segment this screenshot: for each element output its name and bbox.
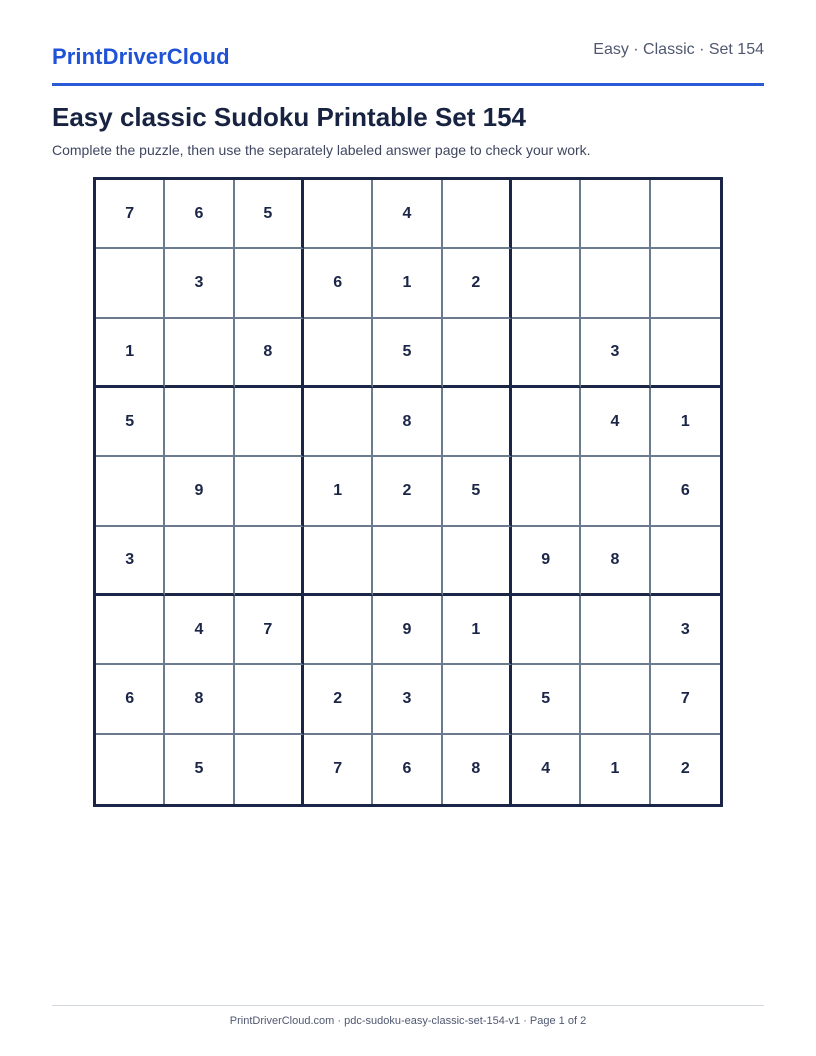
sudoku-cell[interactable]: 4 (581, 388, 650, 457)
sudoku-cell[interactable] (304, 527, 373, 596)
sudoku-cell[interactable] (304, 596, 373, 665)
sudoku-cell[interactable] (581, 665, 650, 734)
sudoku-cell[interactable]: 9 (512, 527, 581, 596)
sudoku-cell[interactable] (581, 596, 650, 665)
sudoku-cell[interactable] (651, 319, 720, 388)
sudoku-cell[interactable]: 4 (373, 180, 442, 249)
sudoku-cell[interactable] (512, 180, 581, 249)
sudoku-cell[interactable]: 7 (304, 735, 373, 804)
sudoku-cell[interactable] (96, 457, 165, 526)
sudoku-cell[interactable]: 3 (373, 665, 442, 734)
page-subtitle: Complete the puzzle, then use the separately labeled answer page to check your work. (52, 142, 591, 158)
sudoku-cell[interactable] (512, 319, 581, 388)
sudoku-cell[interactable]: 8 (443, 735, 512, 804)
sudoku-cell[interactable] (235, 249, 304, 318)
sudoku-cell[interactable]: 1 (443, 596, 512, 665)
sudoku-cell[interactable]: 1 (581, 735, 650, 804)
sudoku-cell[interactable] (96, 596, 165, 665)
sudoku-cell[interactable]: 9 (373, 596, 442, 665)
sudoku-cell[interactable] (96, 735, 165, 804)
sudoku-cell[interactable] (512, 457, 581, 526)
sudoku-cell[interactable]: 9 (165, 457, 234, 526)
sudoku-cell[interactable] (581, 249, 650, 318)
sudoku-cell[interactable] (512, 388, 581, 457)
sudoku-cell[interactable] (651, 249, 720, 318)
page-footer: PrintDriverCloud.com · pdc-sudoku-easy-classic-set-154-v1 · Page 1 of 2 (52, 1005, 764, 1027)
sudoku-cell[interactable]: 5 (512, 665, 581, 734)
sudoku-cell[interactable] (443, 388, 512, 457)
sudoku-cell[interactable]: 3 (165, 249, 234, 318)
sudoku-cell[interactable] (512, 596, 581, 665)
sudoku-cell[interactable]: 6 (96, 665, 165, 734)
sudoku-cell[interactable] (581, 180, 650, 249)
sudoku-cell[interactable] (304, 319, 373, 388)
sudoku-cell[interactable]: 5 (165, 735, 234, 804)
sudoku-cell[interactable]: 7 (651, 665, 720, 734)
brand-logo[interactable]: PrintDriverCloud (52, 44, 230, 69)
sudoku-cell[interactable]: 5 (235, 180, 304, 249)
sudoku-cell[interactable]: 5 (96, 388, 165, 457)
sudoku-cell[interactable]: 7 (235, 596, 304, 665)
sudoku-cell[interactable]: 2 (443, 249, 512, 318)
breadcrumb: Easy · Classic · Set 154 (593, 41, 764, 58)
sudoku-cell[interactable]: 2 (373, 457, 442, 526)
sudoku-cell[interactable]: 4 (512, 735, 581, 804)
sudoku-cell[interactable] (235, 665, 304, 734)
sudoku-cell[interactable]: 3 (96, 527, 165, 596)
page-header (52, 0, 764, 86)
page-title: Easy classic Sudoku Printable Set 154 (52, 102, 527, 132)
sudoku-cell[interactable] (443, 180, 512, 249)
sudoku-cell[interactable] (96, 249, 165, 318)
sudoku-cell[interactable] (235, 457, 304, 526)
sudoku-cell[interactable] (512, 249, 581, 318)
sudoku-cell[interactable]: 1 (373, 249, 442, 318)
sudoku-cell[interactable]: 5 (373, 319, 442, 388)
sudoku-cell[interactable] (651, 180, 720, 249)
sudoku-cell[interactable]: 6 (373, 735, 442, 804)
sudoku-cell[interactable] (235, 735, 304, 804)
sudoku-cell[interactable]: 8 (373, 388, 442, 457)
sudoku-cell[interactable]: 8 (581, 527, 650, 596)
sudoku-cell[interactable] (443, 319, 512, 388)
sudoku-grid (93, 177, 723, 807)
sudoku-cell[interactable] (443, 665, 512, 734)
sudoku-cell[interactable] (304, 180, 373, 249)
sudoku-cell[interactable] (651, 527, 720, 596)
sudoku-cell[interactable] (165, 319, 234, 388)
sudoku-cell[interactable]: 6 (304, 249, 373, 318)
sudoku-cell[interactable]: 1 (304, 457, 373, 526)
sudoku-cell[interactable]: 6 (651, 457, 720, 526)
sudoku-cell[interactable]: 3 (581, 319, 650, 388)
sudoku-cell[interactable] (235, 388, 304, 457)
sudoku-cell[interactable]: 7 (96, 180, 165, 249)
sudoku-cell[interactable]: 3 (651, 596, 720, 665)
sudoku-cell[interactable]: 1 (96, 319, 165, 388)
sudoku-cell[interactable] (443, 527, 512, 596)
sudoku-cell[interactable]: 2 (304, 665, 373, 734)
sudoku-cell[interactable]: 8 (235, 319, 304, 388)
sudoku-cell[interactable]: 4 (165, 596, 234, 665)
sudoku-cell[interactable]: 8 (165, 665, 234, 734)
sudoku-cell[interactable] (165, 527, 234, 596)
sudoku-cell[interactable] (581, 457, 650, 526)
sudoku-cell[interactable] (235, 527, 304, 596)
sudoku-cell[interactable]: 2 (680, 760, 690, 778)
sudoku-cell[interactable]: 6 (165, 180, 234, 249)
sudoku-cell[interactable]: 1 (651, 388, 720, 457)
sudoku-cell[interactable] (165, 388, 234, 457)
sudoku-cell[interactable] (373, 527, 442, 596)
sudoku-cell[interactable]: 5 (443, 457, 512, 526)
sudoku-cell[interactable] (304, 388, 373, 457)
